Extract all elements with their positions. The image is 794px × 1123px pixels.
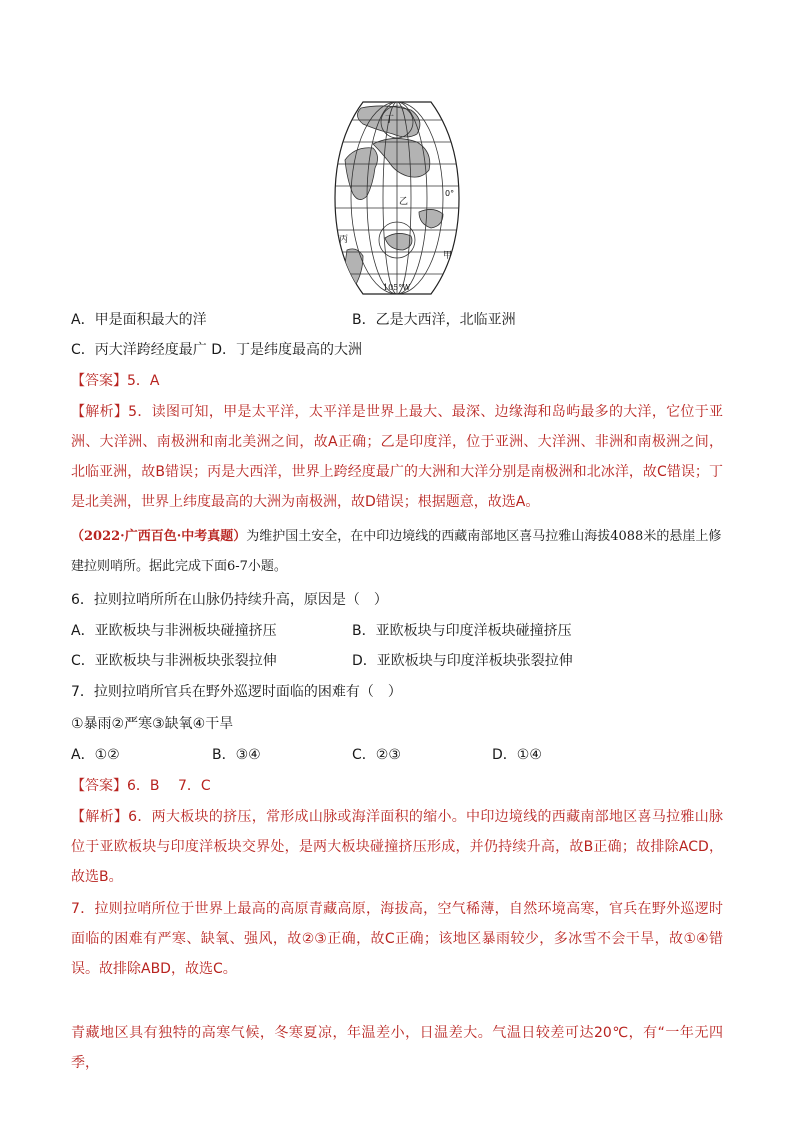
q7-analysis-part2: 正确，故C正确；该地区暴雨较少，多冰雪不会干旱，故 xyxy=(326,931,684,947)
world-map-figure xyxy=(333,100,461,296)
q5-answer: 【答案】5．A xyxy=(71,373,160,389)
q7-analysis-part3: 错误。故排除ABD，故选C。 xyxy=(71,931,724,977)
q7-option-c: C．②③ xyxy=(352,747,401,763)
map-label-zero: 0° xyxy=(445,189,455,198)
q5-option-cd: C．丙大洋跨经度最广 D．丁是纬度最高的大洲 xyxy=(71,342,363,358)
question-source xyxy=(71,522,723,582)
q7-items: ①暴雨②严寒③缺氧④干旱 xyxy=(71,716,234,732)
q6-stem: 6．拉则拉哨所所在山脉仍持续升高，原因是（ ） xyxy=(71,592,388,608)
source-text: 为维护国土安全，在中印边境线的西藏南部地区喜马拉雅山海拔4088米的悬崖上修建拉则哨所。据此完成下面6-7小题。 xyxy=(71,529,722,574)
q7-option-b: B．③④ xyxy=(212,747,261,763)
map-label-yi: 乙 xyxy=(399,197,409,207)
q5-analysis: 【解析】5．读图可知，甲是太平洋，太平洋是世界上最大、最深、边缘海和岛屿最多的大洋，它位于亚洲、大洋洲、南极洲和南北美洲之间，故A正确；乙是印度洋，位于亚洲、大洋洲、非洲和南极洲之间，北临亚洲，故B错误；丙是大西洋，世界上跨经度最广的大洲和大洋分别是南极洲和北冰洋，故C错误；丁是北美洲，世界上纬度最高的大洲为南极洲，故D错误；根据题意，故选A。 xyxy=(71,404,723,510)
map-label-bing: 丙 xyxy=(339,235,349,245)
q5-option-a: A．甲是面积最大的洋 xyxy=(71,312,207,328)
q7-option-d: D．①④ xyxy=(492,747,542,763)
q6-option-b: B．亚欧板块与印度洋板块碰撞挤压 xyxy=(352,623,572,639)
q5-option-b: B．乙是大西洋，北临亚洲 xyxy=(352,312,516,328)
map-label-jia: 甲 xyxy=(443,251,453,261)
q67-answers: 【答案】6．B 7．C xyxy=(71,778,211,794)
source-tag: （2022·广西百色·中考真题） xyxy=(71,529,247,544)
q7-circled-23: ②③ xyxy=(301,931,327,947)
q7-circled-14: ①④ xyxy=(683,931,709,947)
extra-note: 青藏地区具有独特的高寒气候，冬寒夏凉，年温差小，日温差大。气温日较差可达20℃，有“一年无四季， xyxy=(71,1025,723,1071)
q6-option-d: D．亚欧板块与印度洋板块张裂拉伸 xyxy=(352,653,573,669)
q7-stem: 7．拉则拉哨所官兵在野外巡逻时面临的困难有（ ） xyxy=(71,684,402,700)
q7-analysis-part1: 7．拉则拉哨所位于世界上最高的高原青藏高原，海拔高，空气稀薄，自然环境高寒，官兵在野外巡逻时面临的困难有严寒、缺氧、强风，故 xyxy=(71,901,723,947)
map-label-longitude: 105°W xyxy=(383,283,411,292)
q6-option-c: C．亚欧板块与非洲板块张裂拉伸 xyxy=(71,653,277,669)
map-label-ding: 丁 xyxy=(385,115,395,125)
q6-option-a: A．亚欧板块与非洲板块碰撞挤压 xyxy=(71,623,277,639)
q7-analysis xyxy=(71,894,723,984)
q7-option-a: A．①② xyxy=(71,747,120,763)
q6-analysis: 【解析】6．两大板块的挤压，常形成山脉或海洋面积的缩小。中印边境线的西藏南部地区喜马拉雅山脉位于亚欧板块与印度洋板块交界处，是两大板块碰撞挤压形成，并仍持续升高，故B正确；故排除ACD，故选B。 xyxy=(71,809,723,885)
